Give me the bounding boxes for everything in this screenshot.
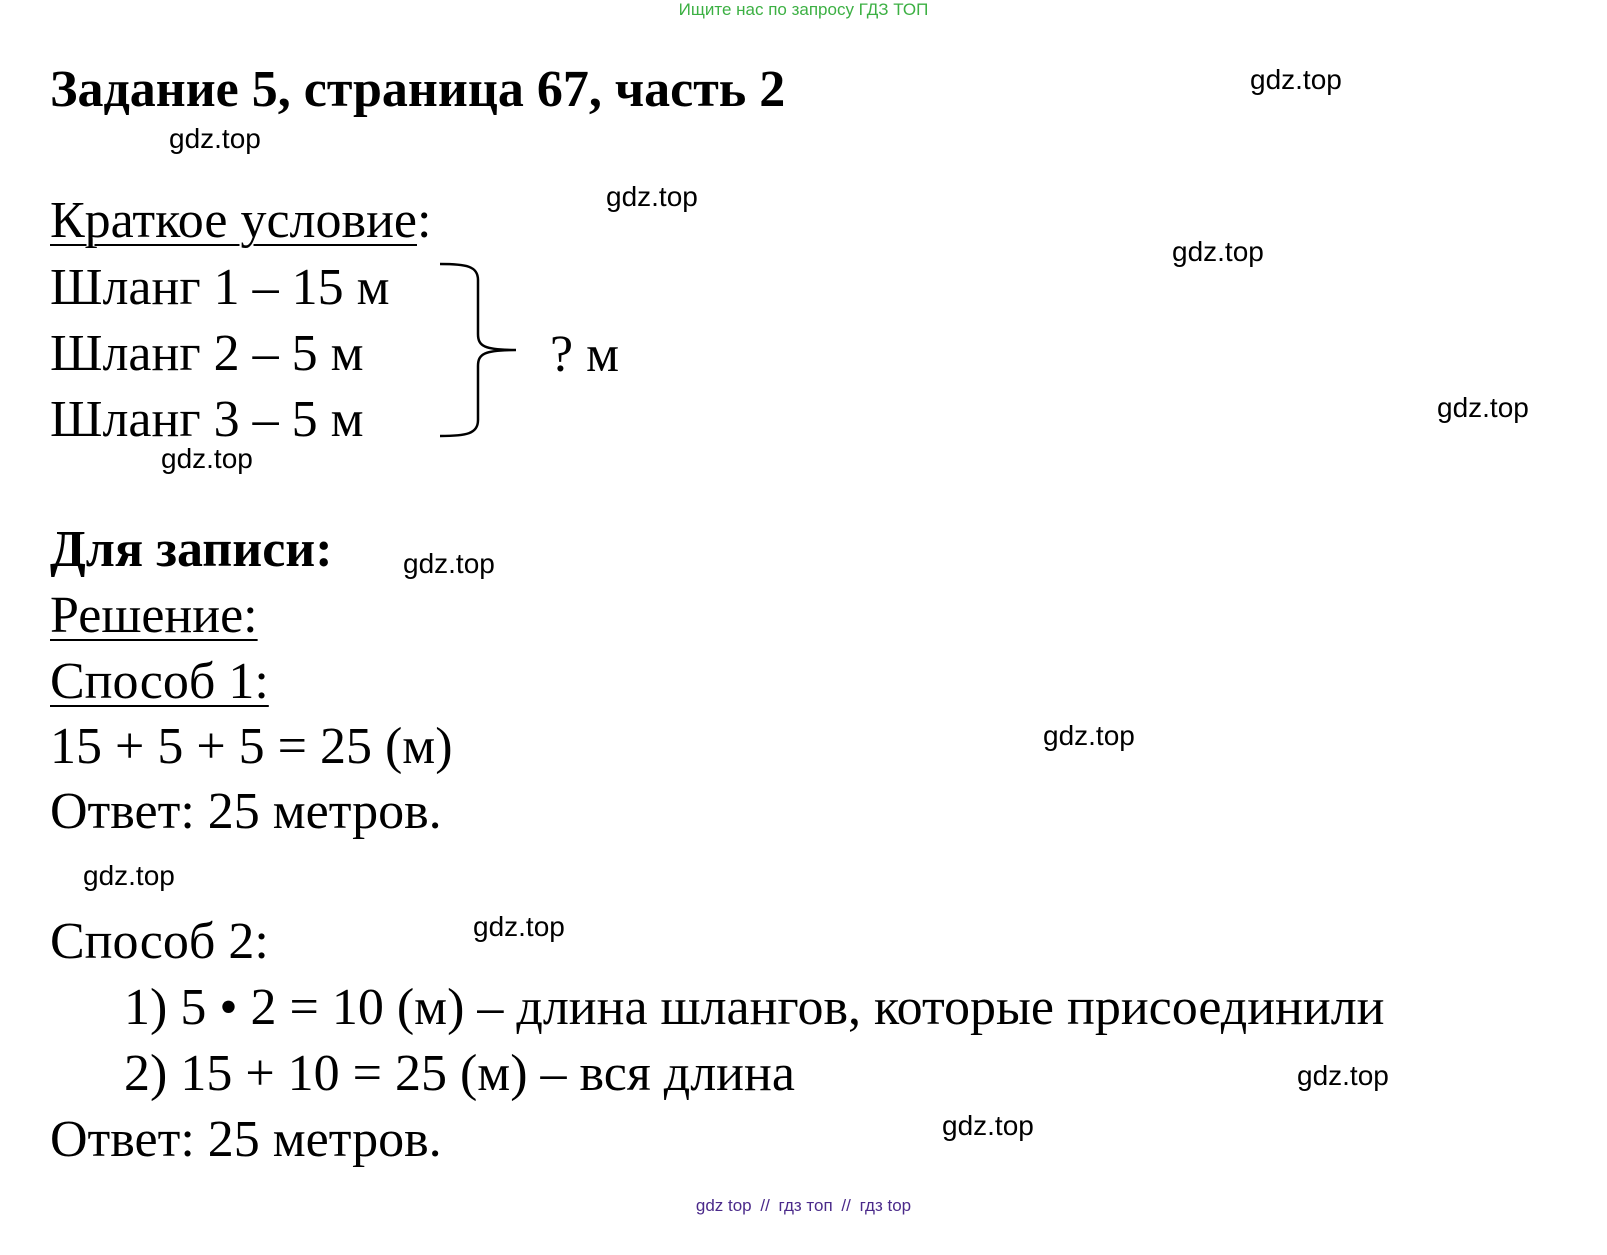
heading-colon: :	[416, 192, 432, 249]
for-record-heading: Для записи:	[50, 521, 333, 578]
method1-heading	[50, 651, 269, 713]
footer-separator: //	[841, 1196, 851, 1215]
curly-brace	[438, 262, 528, 442]
top-banner[interactable]: Ищите нас по запросу ГДЗ ТОП	[678, 0, 929, 19]
watermark: gdz.top	[1250, 64, 1342, 95]
method2-step-1: 1) 5 • 2 = 10 (м) – длина шлангов, которые присоединили	[124, 979, 1385, 1036]
condition-row-1: Шланг 1 – 15 м	[50, 259, 390, 316]
watermark: gdz.top	[403, 548, 495, 579]
watermark: gdz.top	[942, 1110, 1034, 1141]
short-condition-heading	[50, 190, 431, 252]
watermark: gdz.top	[606, 181, 698, 212]
watermark: gdz.top	[1172, 236, 1264, 267]
footer-link-1[interactable]: gdz top	[695, 1196, 752, 1215]
footer-links	[0, 1196, 1607, 1216]
watermark: gdz.top	[161, 443, 253, 474]
method2-step-2: 2) 15 + 10 = 25 (м) – вся длина	[124, 1045, 795, 1102]
method1-equation: 15 + 5 + 5 = 25 (м)	[50, 718, 453, 775]
watermark: gdz.top	[1437, 392, 1529, 423]
solution-heading	[50, 585, 258, 647]
watermark: gdz.top	[1297, 1060, 1389, 1091]
watermark: gdz.top	[169, 123, 261, 154]
condition-row-3: Шланг 3 – 5 м	[50, 391, 364, 448]
watermark: gdz.top	[83, 860, 175, 891]
question-total: ? м	[550, 326, 619, 383]
short-condition-heading-text: Краткое условие	[50, 192, 417, 249]
footer-link-3[interactable]: гдз top	[859, 1196, 912, 1215]
method1-heading-text: Способ 1:	[50, 653, 269, 710]
method1-answer: Ответ: 25 метров.	[50, 783, 442, 840]
page-title: Задание 5, страница 67, часть 2	[50, 61, 786, 118]
solution-heading-text: Решение:	[50, 587, 258, 644]
footer-separator: //	[760, 1196, 770, 1215]
method2-answer: Ответ: 25 метров.	[50, 1111, 442, 1168]
watermark: gdz.top	[1043, 720, 1135, 751]
watermark: gdz.top	[473, 911, 565, 942]
method2-heading: Способ 2:	[50, 913, 269, 970]
footer-link-2[interactable]: гдз топ	[778, 1196, 833, 1215]
condition-row-2: Шланг 2 – 5 м	[50, 325, 364, 382]
